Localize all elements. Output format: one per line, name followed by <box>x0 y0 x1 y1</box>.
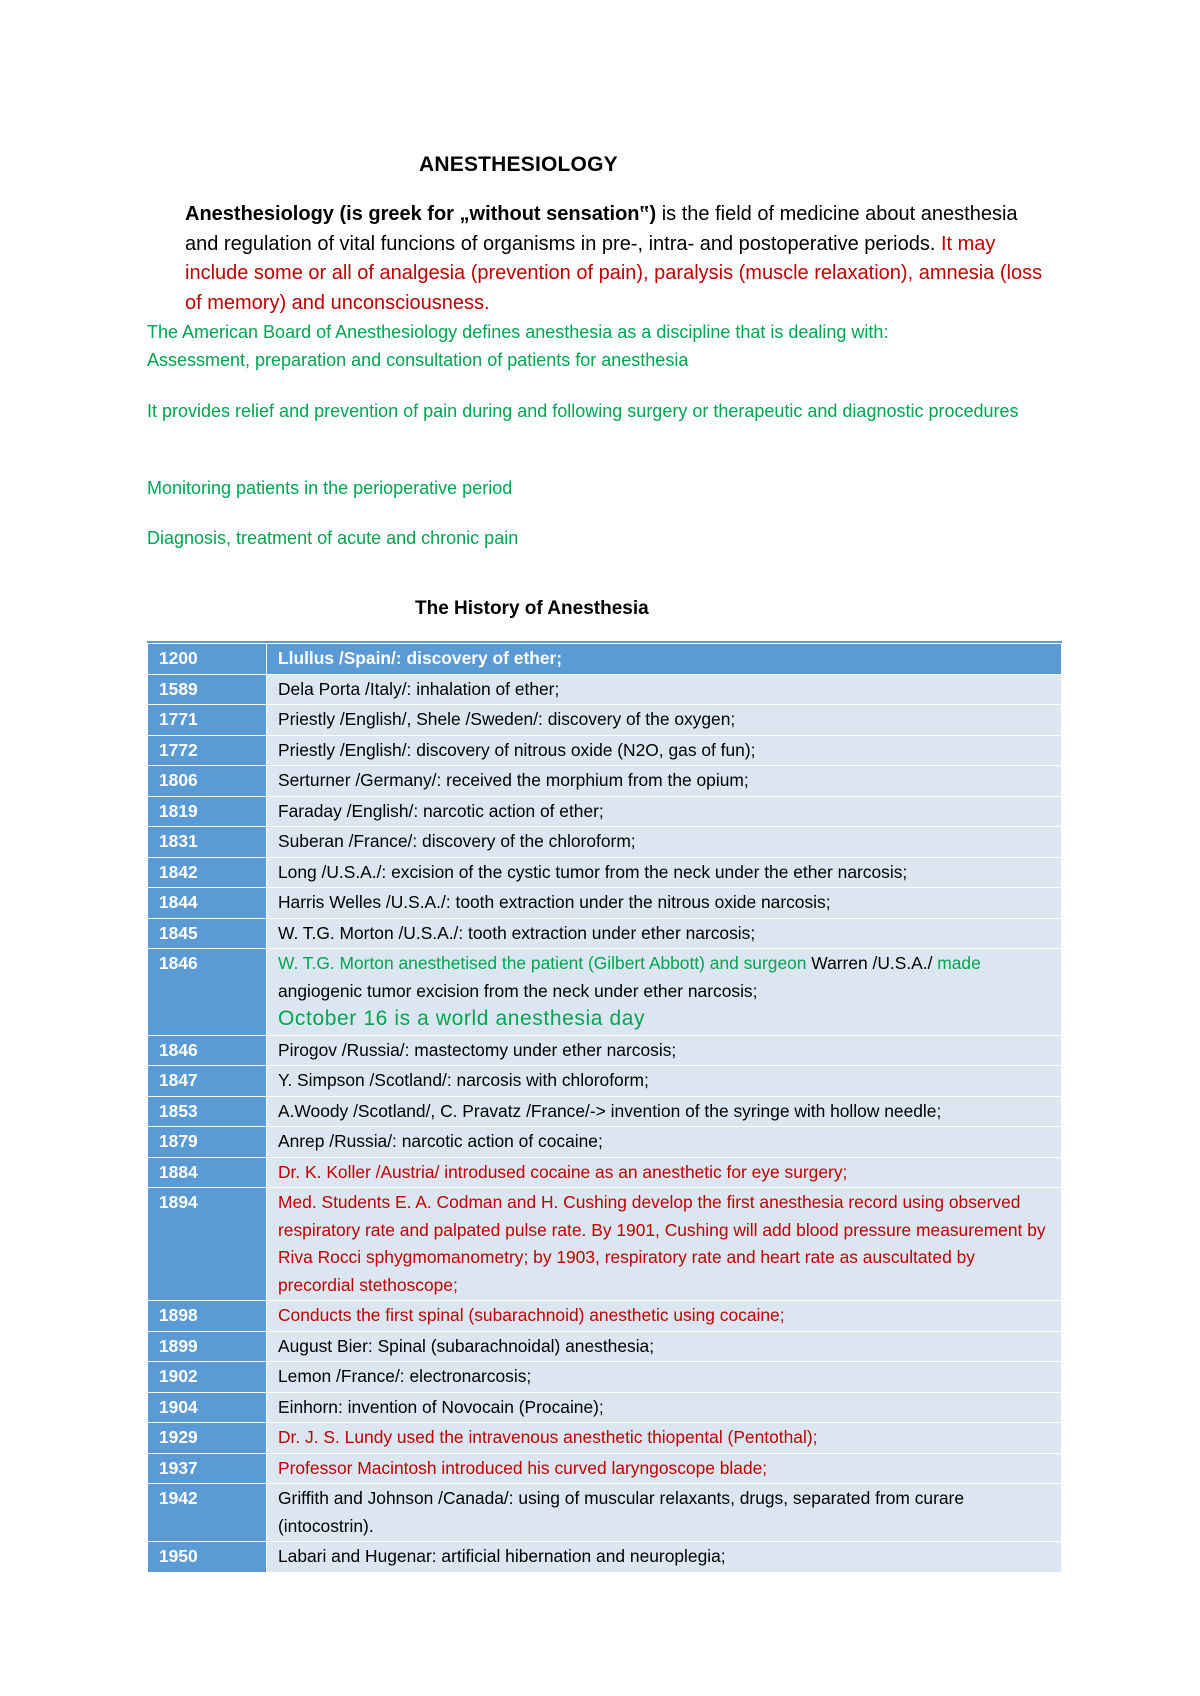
table-row <box>148 644 1062 675</box>
year-cell: 1847 <box>148 1066 267 1097</box>
year-cell: 1879 <box>148 1127 267 1158</box>
year-cell: 1842 <box>148 857 267 888</box>
green-item-assessment: Assessment, preparation and consultation of patients for anesthesia <box>147 350 689 370</box>
table-row <box>148 1331 1062 1362</box>
table-row <box>148 1157 1062 1188</box>
year-cell: 1853 <box>148 1096 267 1127</box>
year-cell: 1806 <box>148 766 267 797</box>
event-cell: Griffith and Johnson /Canada/: using of muscular relaxants, drugs, separated from curare (intocostrin). <box>267 1484 1062 1542</box>
table-row <box>148 1542 1062 1573</box>
table-row <box>148 1035 1062 1066</box>
table-row <box>148 735 1062 766</box>
year-cell: 1589 <box>148 674 267 705</box>
year-cell: 1771 <box>148 705 267 736</box>
year-cell: 1929 <box>148 1423 267 1454</box>
year-cell: 1844 <box>148 888 267 919</box>
intro-paragraph <box>147 200 1052 318</box>
event-cell: Suberan /France/: discovery of the chloroform; <box>267 827 1062 858</box>
event-cell: A.Woody /Scotland/, C. Pravatz /France/-> invention of the syringe with hollow needle; <box>267 1096 1062 1127</box>
year-cell: 1846 <box>148 949 267 1036</box>
event-cell: Llullus /Spain/: discovery of ether; <box>267 644 1062 675</box>
event-cell: Priestly /English/: discovery of nitrous oxide (N2O, gas of fun); <box>267 735 1062 766</box>
table-row <box>148 766 1062 797</box>
year-cell: 1894 <box>148 1188 267 1301</box>
event-cell: Conducts the first spinal (subarachnoid) anesthetic using cocaine; <box>267 1301 1062 1332</box>
table-row <box>148 949 1062 1036</box>
table-row <box>148 1096 1062 1127</box>
event-cell: Med. Students E. A. Codman and H. Cushing develop the first anesthesia record using observed respiratory rate and palpated pulse rate. By 1901, Cushing will add blood pressure measurement by Riva Rocci sphygmomanometry; by 1903, respiratory rate and heart rate as auscultated by precordial stethoscope; <box>267 1188 1062 1301</box>
event-cell: Pirogov /Russia/: mastectomy under ether narcosis; <box>267 1035 1062 1066</box>
year-cell: 1942 <box>148 1484 267 1542</box>
intro-text <box>147 200 1052 318</box>
year-cell: 1845 <box>148 918 267 949</box>
year-cell: 1884 <box>148 1157 267 1188</box>
event-green-part: made <box>932 953 981 973</box>
table-row <box>148 1188 1062 1301</box>
table-row <box>148 1362 1062 1393</box>
green-item-diagnosis: Diagnosis, treatment of acute and chronic pain <box>147 528 519 548</box>
event-cell: Y. Simpson /Scotland/: narcosis with chloroform; <box>267 1066 1062 1097</box>
year-cell: 1819 <box>148 796 267 827</box>
event-cell: W. T.G. Morton /U.S.A./: tooth extraction under ether narcosis; <box>267 918 1062 949</box>
board-definition: The American Board of Anesthesiology defines anesthesia as a discipline that is dealing with: <box>147 322 889 342</box>
table-row <box>148 1423 1062 1454</box>
event-cell: Priestly /English/, Shele /Sweden/: discovery of the oxygen; <box>267 705 1062 736</box>
year-cell: 1772 <box>148 735 267 766</box>
table-row <box>148 796 1062 827</box>
event-cell: Anrep /Russia/: narcotic action of cocaine; <box>267 1127 1062 1158</box>
year-cell: 1904 <box>148 1392 267 1423</box>
year-cell: 1846 <box>148 1035 267 1066</box>
year-cell: 1902 <box>148 1362 267 1393</box>
table-row <box>148 1392 1062 1423</box>
intro-red-text: It may include some or all of analgesia (prevention of pain), paralysis (muscle relaxation), amnesia (loss of memory) and unconsciousness. <box>185 232 1043 314</box>
event-cell: Dr. K. Koller /Austria/ introdused cocaine as an anesthetic for eye surgery; <box>267 1157 1062 1188</box>
table-row <box>148 827 1062 858</box>
world-anesthesia-day-note: October 16 is a world anesthesia day <box>278 1007 646 1030</box>
year-cell: 1950 <box>148 1542 267 1573</box>
table-row <box>148 888 1062 919</box>
event-cell: Faraday /English/: narcotic action of ether; <box>267 796 1062 827</box>
year-cell: 1898 <box>148 1301 267 1332</box>
table-row <box>148 857 1062 888</box>
event-cell: Dr. J. S. Lundy used the intravenous anesthetic thiopental (Pentothal); <box>267 1423 1062 1454</box>
table-row <box>148 918 1062 949</box>
history-title: The History of Anesthesia <box>415 598 649 619</box>
event-black-part: angiogenic tumor excision from the neck under ether narcosis; <box>278 980 758 1001</box>
green-item-monitoring: Monitoring patients in the perioperative period <box>147 478 513 498</box>
table-row <box>148 1484 1062 1542</box>
event-cell: Harris Welles /U.S.A./: tooth extraction under the nitrous oxide narcosis; <box>267 888 1062 919</box>
event-cell: Long /U.S.A./: excision of the cystic tumor from the neck under the ether narcosis; <box>267 857 1062 888</box>
event-cell: Lemon /France/: electronarcosis; <box>267 1362 1062 1393</box>
event-cell: Serturner /Germany/: received the morphium from the opium; <box>267 766 1062 797</box>
event-green-part: W. T.G. Morton anesthetised the patient (Gilbert Abbott) and surgeon <box>278 953 807 973</box>
event-black-part: Warren /U.S.A./ <box>806 953 933 973</box>
intro-definition: is the field of medicine about anesthesia and regulation of vital funcions of organisms in pre-, intra- and postoperative periods. <box>185 203 1018 255</box>
event-cell <box>267 949 1062 1036</box>
year-cell: 1899 <box>148 1331 267 1362</box>
year-cell: 1937 <box>148 1453 267 1484</box>
table-row <box>148 1066 1062 1097</box>
table-row <box>148 674 1062 705</box>
table-row <box>148 1127 1062 1158</box>
page-title: ANESTHESIOLOGY <box>419 153 618 176</box>
table-row <box>148 705 1062 736</box>
table-row <box>148 1453 1062 1484</box>
event-cell: Dela Porta /Italy/: inhalation of ether; <box>267 674 1062 705</box>
intro-bold-lead: Anesthesiology (is greek for „without sensation‟) <box>185 203 657 225</box>
event-cell: August Bier: Spinal (subarachnoidal) anesthesia; <box>267 1331 1062 1362</box>
green-item-pain-relief: It provides relief and prevention of pain during and following surgery or therapeutic and diagnostic procedures <box>147 401 1019 421</box>
table-row <box>148 1301 1062 1332</box>
event-cell: Professor Macintosh introduced his curved laryngoscope blade; <box>267 1453 1062 1484</box>
event-cell: Labari and Hugenar: artificial hibernation and neuroplegia; <box>267 1542 1062 1573</box>
year-cell: 1831 <box>148 827 267 858</box>
year-cell: 1200 <box>148 644 267 675</box>
history-table <box>147 643 1062 1573</box>
event-cell: Einhorn: invention of Novocain (Procaine); <box>267 1392 1062 1423</box>
